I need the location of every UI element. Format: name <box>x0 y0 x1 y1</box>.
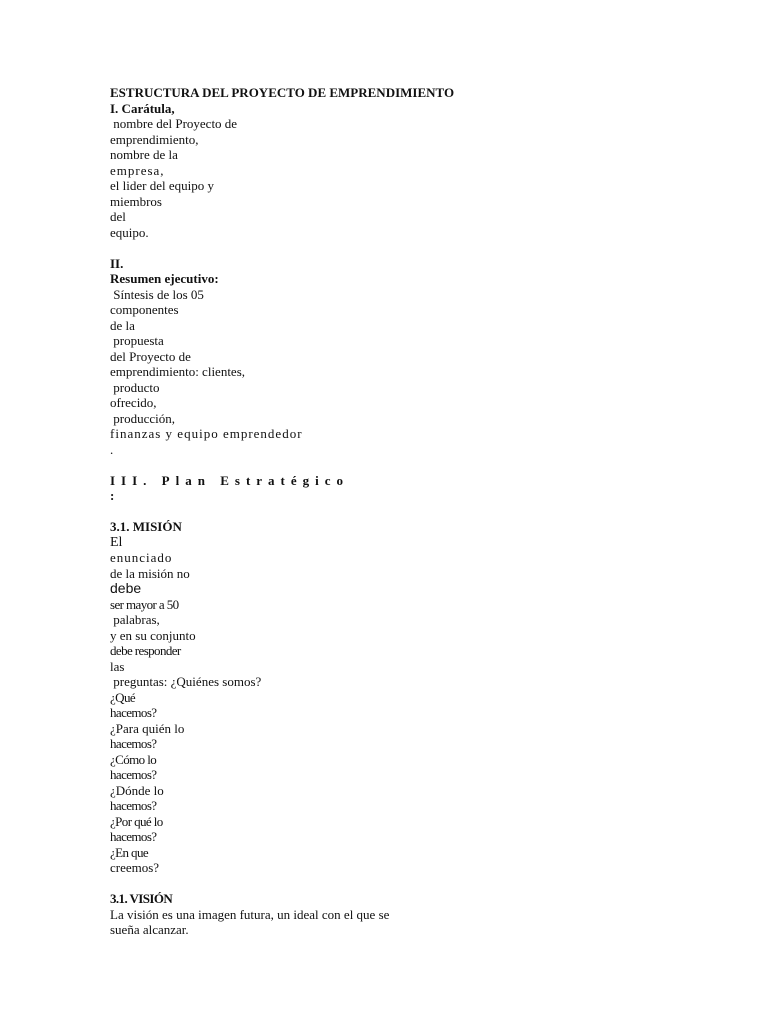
section-2-number: II. <box>110 255 124 271</box>
mision-line: las <box>110 658 125 674</box>
section-2-line: de la <box>110 317 135 333</box>
mision-line: preguntas: ¿Quiénes somos? <box>110 674 262 689</box>
mision-line: palabras, <box>110 612 160 627</box>
section-3-colon: : <box>110 488 115 503</box>
mision-line: enunciado <box>110 550 173 565</box>
mision-line: ¿En que <box>110 844 149 860</box>
mision-line: debe responder <box>110 643 181 658</box>
mision-line: hacemos? <box>110 798 157 813</box>
document-body <box>110 85 710 938</box>
mision-line: hacemos? <box>110 829 157 844</box>
vision-heading: 3.1. VISIÓN <box>110 891 173 906</box>
section-2-line: finanzas y equipo emprendedor <box>110 426 303 441</box>
mision-line: ¿Dónde lo <box>110 782 164 798</box>
spacer <box>110 504 710 520</box>
section-2-line: propuesta <box>110 333 164 348</box>
section-2-line: Síntesis de los 05 <box>110 286 204 302</box>
spacer <box>110 240 710 256</box>
section-2-line: producto <box>110 379 160 395</box>
mision-line: ¿Por qué lo <box>110 813 163 829</box>
mision-line: creemos? <box>110 860 160 875</box>
section-1-line: del <box>110 209 126 224</box>
section-2-heading: Resumen ejecutivo: <box>110 271 219 286</box>
section-2-line: . <box>110 441 114 457</box>
document-title: ESTRUCTURA DEL PROYECTO DE EMPRENDIMIENTO <box>110 85 455 100</box>
mision-line: ser mayor a 50 <box>110 596 179 612</box>
section-2-line: ofrecido, <box>110 395 157 410</box>
mision-line: de la misión no <box>110 565 190 581</box>
section-1-line: nombre del Proyecto de <box>110 116 238 131</box>
section-1-heading: I. Carátula, <box>110 100 175 116</box>
mision-line: ¿Cómo lo <box>110 751 157 767</box>
section-1-line: equipo. <box>110 224 149 240</box>
section-1-line: miembros <box>110 193 162 209</box>
section-2-line: del Proyecto de <box>110 348 191 364</box>
section-2-line: componentes <box>110 302 179 317</box>
section-1-line: el lider del equipo y <box>110 178 214 193</box>
mision-line: hacemos? <box>110 736 157 751</box>
vision-line: La visión es una imagen futura, un ideal con el que se <box>110 906 390 922</box>
spacer <box>110 457 710 473</box>
section-1-line: emprendimiento, <box>110 131 199 147</box>
mision-line: hacemos? <box>110 767 157 782</box>
mision-line: hacemos? <box>110 705 157 720</box>
section-2-line: emprendimiento: clientes, <box>110 364 246 379</box>
mision-line: ¿Para quién lo <box>110 720 185 736</box>
mision-heading: 3.1. MISIÓN <box>110 519 182 534</box>
mision-line: El <box>110 534 123 550</box>
section-1-line: nombre de la <box>110 147 178 162</box>
section-1-line: empresa, <box>110 162 165 178</box>
mision-line: debe <box>110 580 142 596</box>
section-2-line: producción, <box>110 410 175 426</box>
mision-line: y en su conjunto <box>110 627 196 643</box>
mision-line: ¿Qué <box>110 689 136 705</box>
spacer <box>110 876 710 892</box>
vision-line: sueña alcanzar. <box>110 922 189 937</box>
section-3-heading: III. Plan Estratégico <box>110 472 350 488</box>
